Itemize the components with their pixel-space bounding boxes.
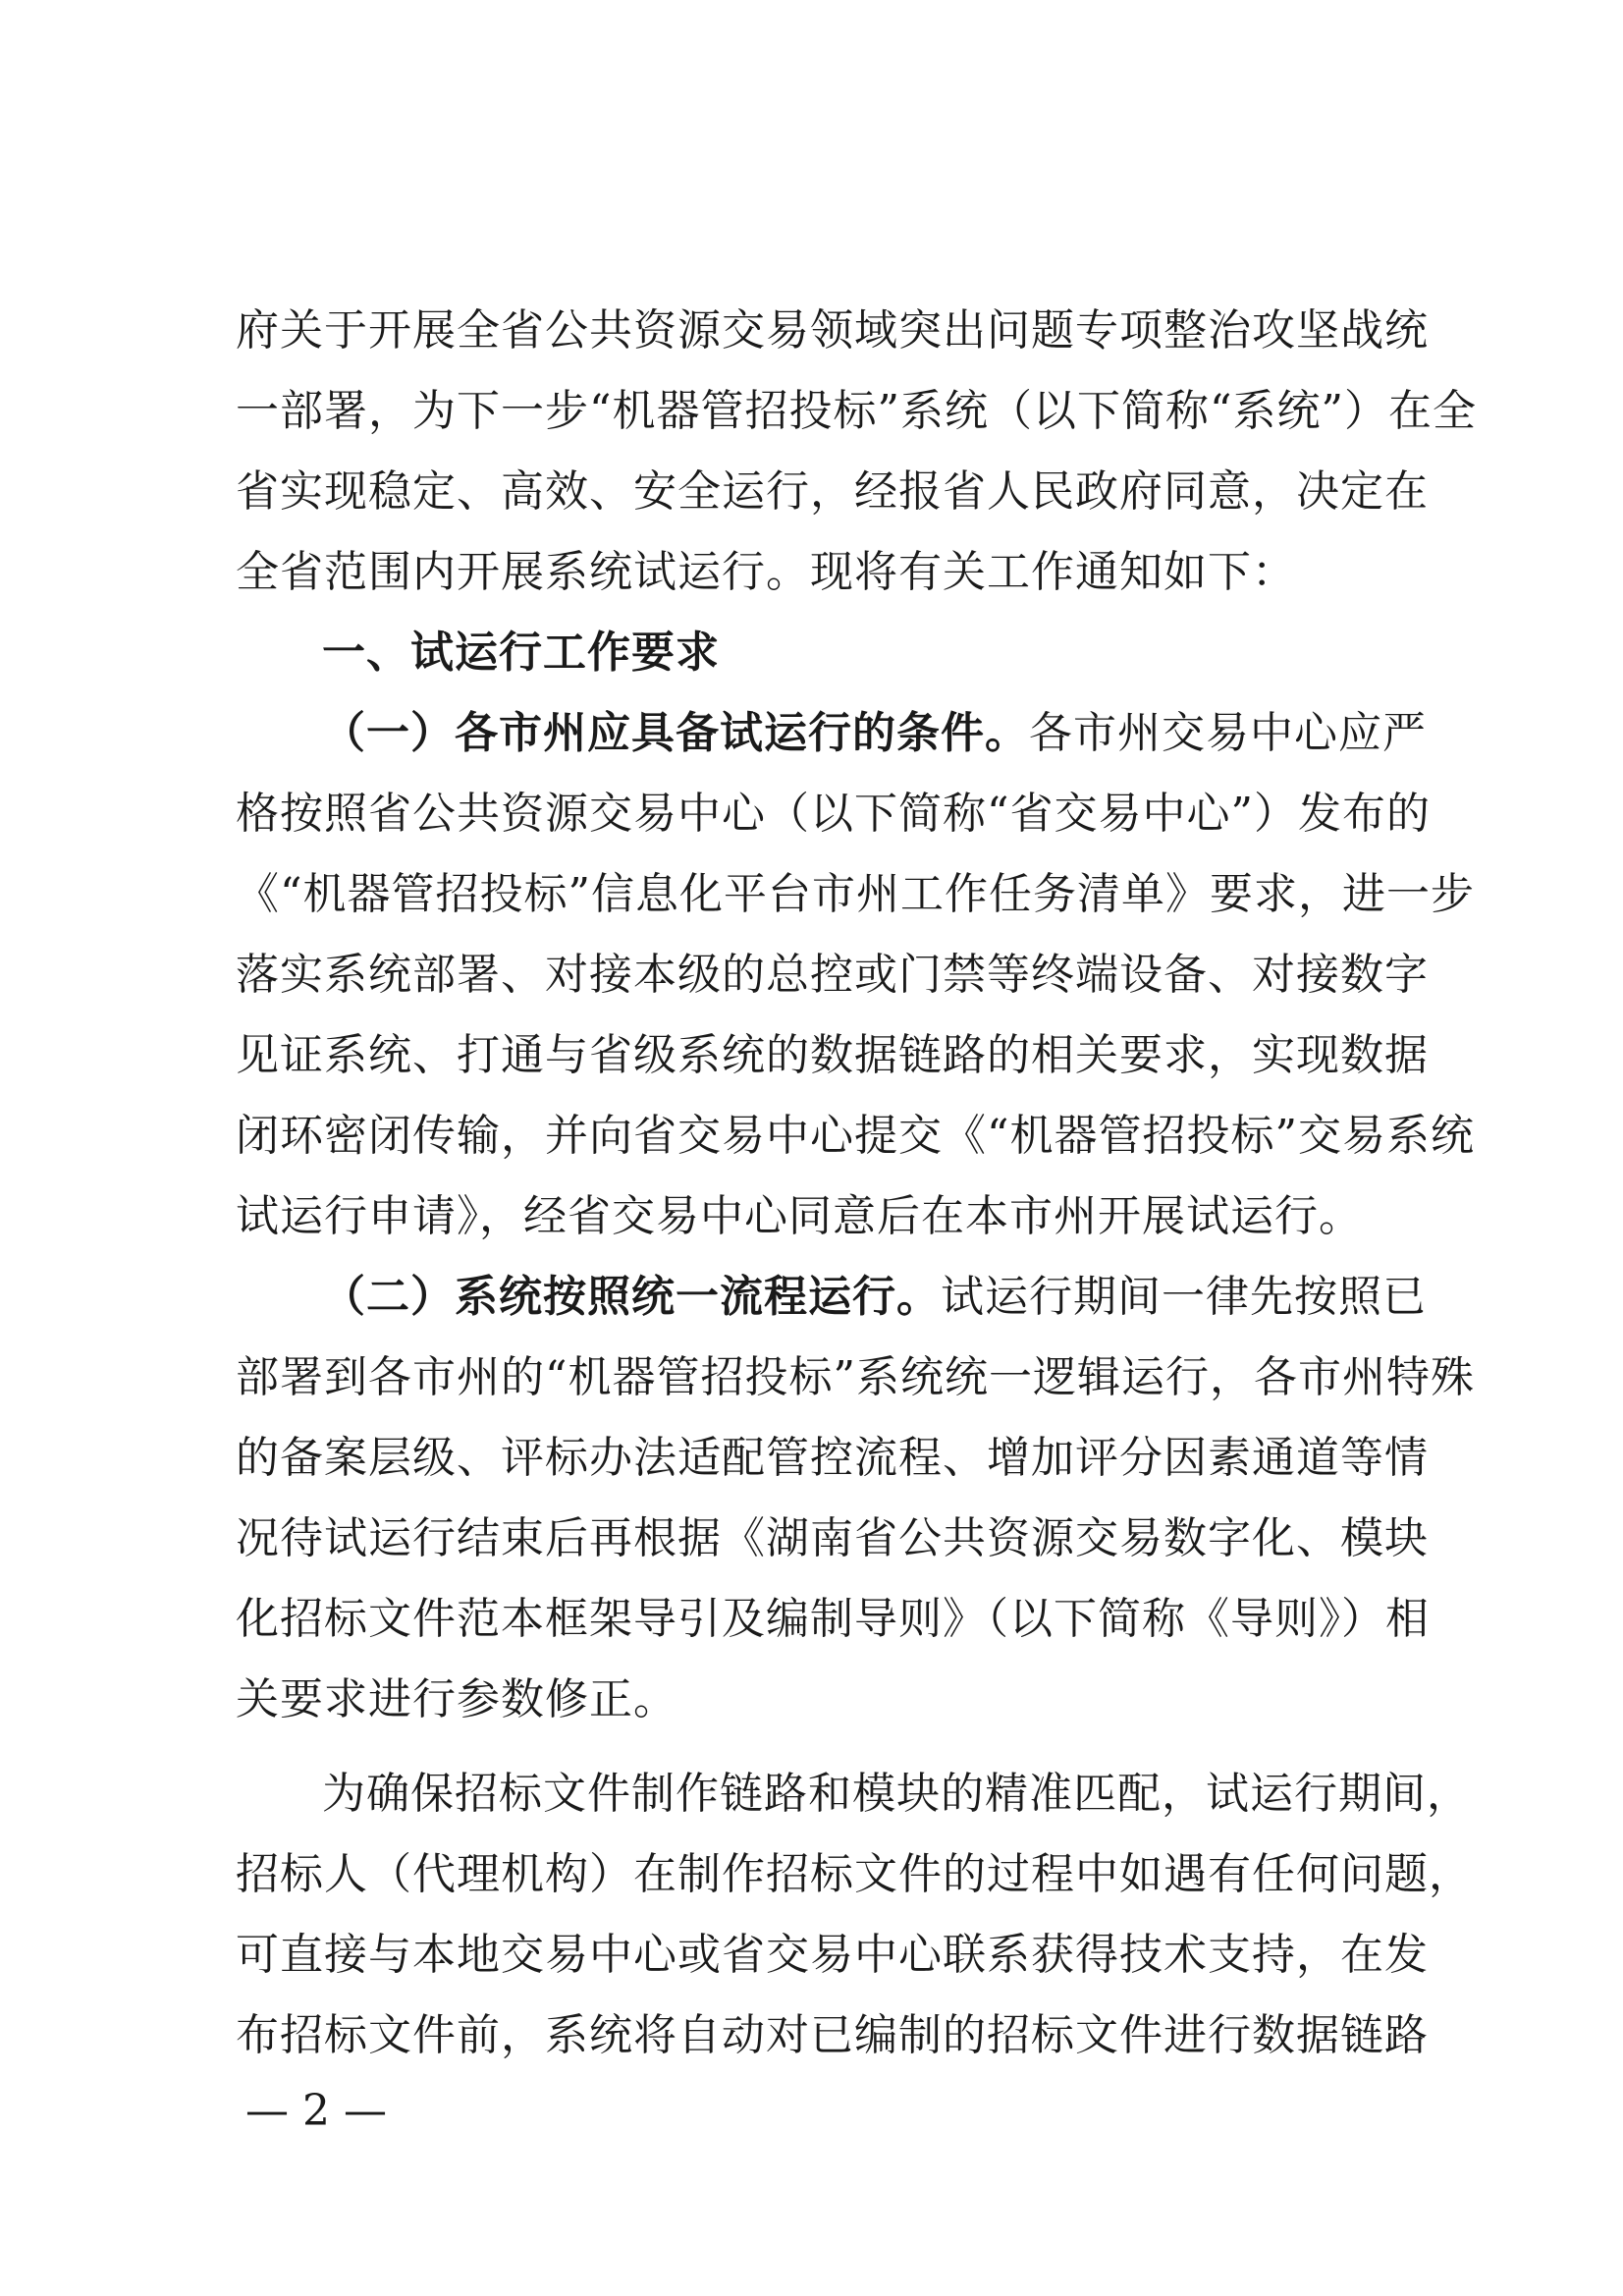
page-number: — 2 — <box>245 2086 387 2136</box>
document-body <box>236 291 1477 2076</box>
section-2-title: （二）系统按照统一流程运行。 <box>322 1272 941 1322</box>
section-heading: 一、试运行工作要求 <box>322 628 720 678</box>
text-line: 招标人（代理机构）在制作招标文件的过程中如遇有任何问题， <box>236 1849 1473 1899</box>
text-line: 府关于开展全省公共资源交易领域突出问题专项整治攻坚战统 <box>236 305 1429 355</box>
section-2-text: 试运行期间一律先按照已 <box>941 1272 1427 1322</box>
text-line: 格按照省公共资源交易中心（以下简称“省交易中心”）发布的 <box>236 789 1431 839</box>
text-line: 关要求进行参数修正。 <box>236 1674 677 1724</box>
text-line: 试运行申请》，经省交易中心同意后在本市州开展试运行。 <box>236 1191 1363 1241</box>
section-1-first-line <box>236 693 1427 774</box>
text-line: 落实系统部署、对接本级的总控或门禁等终端设备、对接数字 <box>236 950 1429 1000</box>
text-line: 见证系统、打通与省级系统的数据链路的相关要求，实现数据 <box>236 1030 1429 1080</box>
text-line: 化招标文件范本框架导引及编制导则》（以下简称《导则》）相 <box>236 1594 1430 1644</box>
text-line: 部署到各市州的“机器管招投标”系统统一逻辑运行，各市州特殊 <box>236 1352 1475 1402</box>
text-line: 为确保招标文件制作链路和模块的精准匹配，试运行期间， <box>322 1769 1471 1819</box>
text-line: 省实现稳定、高效、安全运行，经报省人民政府同意，决定在 <box>236 466 1429 517</box>
text-line: 全省范围内开展系统试运行。现将有关工作通知如下： <box>236 547 1296 597</box>
text-line: 《“机器管招投标”信息化平台市州工作任务清单》要求，进一步 <box>236 869 1475 919</box>
paragraph-gap <box>236 1740 1409 1754</box>
text-line: 一部署，为下一步“机器管招投标”系统（以下简称“系统”）在全 <box>236 386 1477 436</box>
section-1-title: （一）各市州应具备试运行的条件。 <box>322 708 1029 758</box>
text-line: 可直接与本地交易中心或省交易中心联系获得技术支持，在发 <box>236 1930 1429 1980</box>
text-line: 布招标文件前，系统将自动对已编制的招标文件进行数据链路 <box>236 2010 1429 2060</box>
text-line: 况待试运行结束后再根据《湖南省公共资源交易数字化、模块 <box>236 1513 1429 1563</box>
text-line: 闭环密闭传输，并向省交易中心提交《“机器管招投标”交易系统 <box>236 1111 1475 1161</box>
section-2-first-line <box>236 1257 1427 1338</box>
section-1-text: 各市州交易中心应严 <box>1029 708 1427 758</box>
text-line: 的备案层级、评标办法适配管控流程、增加评分因素通道等情 <box>236 1433 1429 1483</box>
